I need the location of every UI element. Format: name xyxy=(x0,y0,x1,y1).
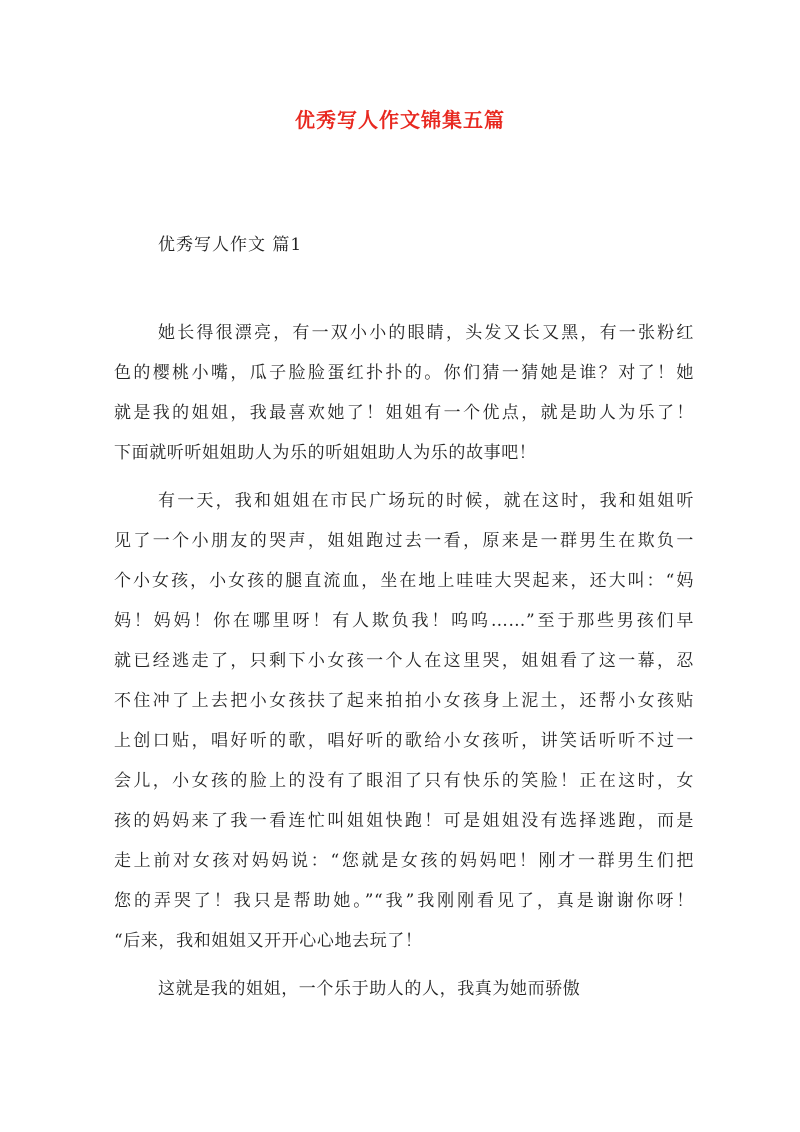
paragraph-2-line: 个小女孩，小女孩的腿直流血，坐在地上哇哇大哭起来，还大叫：“妈 xyxy=(114,571,694,591)
essay-body xyxy=(114,313,694,1009)
paragraph-1-line: 下面就听听姐姐助人为乐的听姐姐助人为乐的故事吧！ xyxy=(114,443,537,463)
paragraph-2-line: 见了一个小朋友的哭声，姐姐跑过去一看，原来是一群男生在欺负一 xyxy=(114,531,694,551)
paragraph-2-line: 孩的妈妈来了我一看连忙叫姐姐快跑！可是姐姐没有选择逃跑，而是 xyxy=(114,811,694,831)
paragraph-2-line: 就已经逃走了，只剩下小女孩一个人在这里哭，姐姐看了这一幕，忍 xyxy=(114,651,694,671)
paragraph-2-line: 走上前对女孩对妈妈说：“您就是女孩的妈妈吧！刚才一群男生们把 xyxy=(114,851,694,871)
paragraph-2-line: 有一天，我和姐姐在市民广场玩的时候，就在这时，我和姐姐听 xyxy=(158,491,694,511)
paragraph-2-line: 您的弄哭了！我只是帮助她。”“我”我刚刚看见了，真是谢谢你呀！ xyxy=(114,891,694,911)
paragraph-2-line: 不住冲了上去把小女孩扶了起来拍拍小女孩身上泥土，还帮小女孩贴 xyxy=(114,691,694,711)
section-heading: 优秀写人作文 篇1 xyxy=(158,235,303,255)
paragraph-2-line: 上创口贴，唱好听的歌，唱好听的歌给小女孩听，讲笑话听听不过一 xyxy=(114,731,694,751)
paragraph-1-line: 色的樱桃小嘴，瓜子脸脸蛋红扑扑的。你们猜一猜她是谁？对了！她 xyxy=(114,363,694,383)
paragraph-2-line: 会儿，小女孩的脸上的没有了眼泪了只有快乐的笑脸！正在这时，女 xyxy=(114,771,694,791)
paragraph-1-line: 她长得很漂亮，有一双小小的眼睛，头发又长又黑，有一张粉红 xyxy=(158,323,694,343)
document-title: 优秀写人作文锦集五篇 xyxy=(295,108,505,132)
paragraph-1-line: 就是我的姐姐，我最喜欢她了！姐姐有一个优点，就是助人为乐了！ xyxy=(114,403,694,423)
paragraph-3-line: 这就是我的姐姐，一个乐于助人的人，我真为她而骄傲 xyxy=(158,979,581,999)
paragraph-2-line: 妈！妈妈！你在哪里呀！有人欺负我！呜呜……”至于那些男孩们早 xyxy=(114,611,694,631)
paragraph-2-line: “后来，我和姐姐又开开心心地去玩了！ xyxy=(114,931,423,951)
